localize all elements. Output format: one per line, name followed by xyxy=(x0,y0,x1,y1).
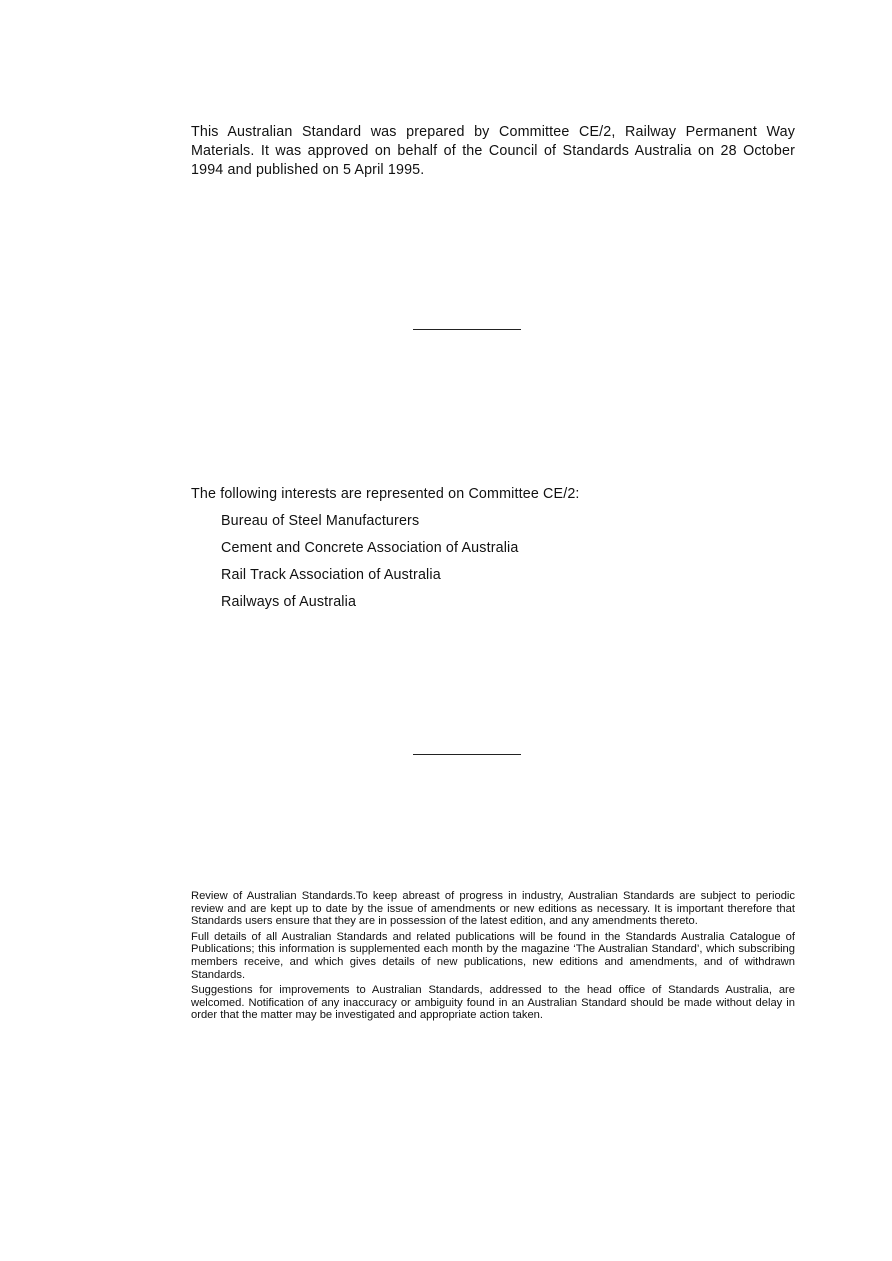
interest-item: Railways of Australia xyxy=(221,594,357,610)
interest-item: Bureau of Steel Manufacturers xyxy=(221,513,420,529)
interest-item: Cement and Concrete Association of Australia xyxy=(221,540,519,556)
section-divider-bottom xyxy=(413,754,521,755)
section-divider-top xyxy=(413,329,521,330)
preparation-statement: This Australian Standard was prepared by Committee CE/2, Railway Permanent Way Materials. It was approved on behalf of the Council of Standards Australia on 28 October 1994 and published on 5 April 1995. xyxy=(191,124,795,178)
review-paragraph: Review of Australian Standards.To keep abreast of progress in industry, Australian Standards are subject to periodic review and are kept up to date by the issue of amendments or new editions as necessary. It is important therefore that Standards users ensure that they are in possession of the latest edition, and any amendments thereto. xyxy=(191,890,795,928)
interest-item: Rail Track Association of Australia xyxy=(221,567,441,583)
interests-list xyxy=(221,512,518,620)
interests-intro: The following interests are represented on Committee CE/2: xyxy=(191,486,580,502)
catalogue-paragraph: Full details of all Australian Standards and related publications will be found in the Standards Australia Catalogue of Publications; this information is supplemented each month by the magazine ‘The Australian Standard’, which subscribing members receive, and which gives details of new publications, new editions and amendments, and of withdrawn Standards. xyxy=(191,930,795,981)
suggestions-paragraph: Suggestions for improvements to Australian Standards, addressed to the head office of Standards Australia, are welcomed. Notification of any inaccuracy or ambiguity found in an Australian Standard should be made without delay in order that the matter may be investigated and appropriate action taken. xyxy=(191,984,795,1022)
review-notes xyxy=(191,890,795,1025)
